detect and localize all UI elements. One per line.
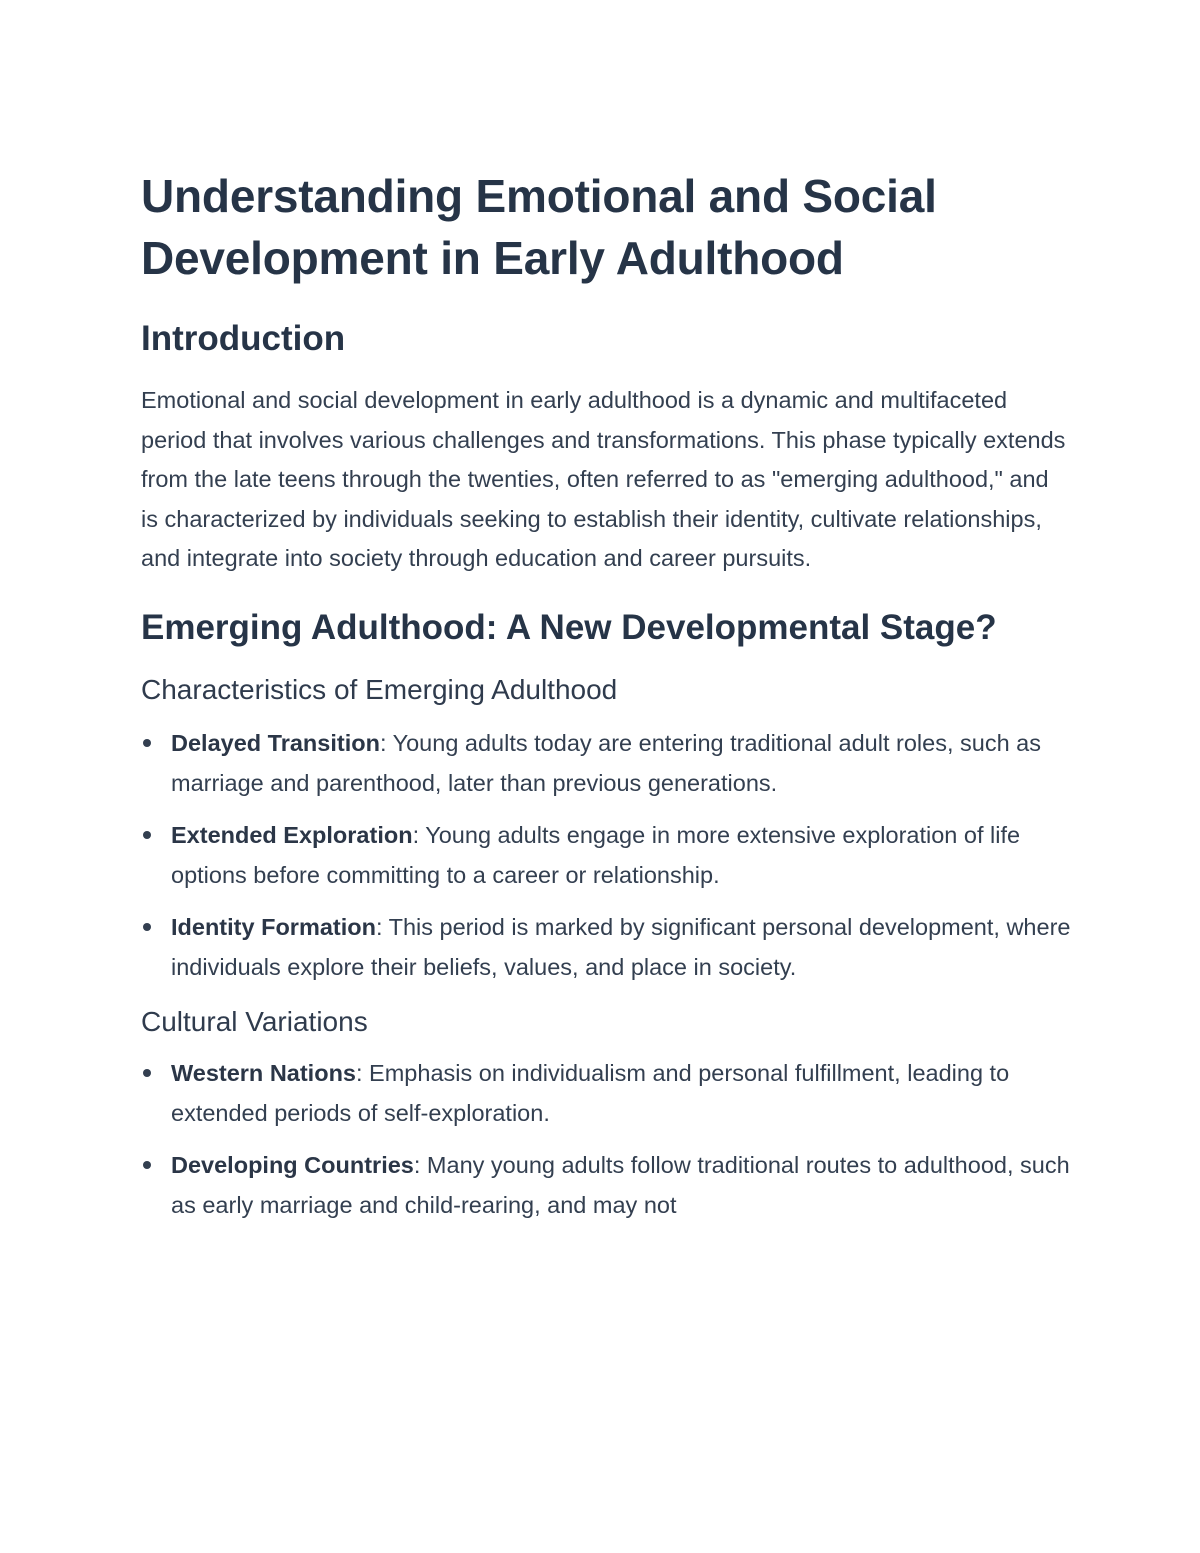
emerging-adulthood-heading: Emerging Adulthood: A New Developmental Stage? xyxy=(141,607,997,647)
cultural-variations-heading: Cultural Variations xyxy=(141,1005,368,1037)
introduction-heading: Introduction xyxy=(141,319,346,358)
list-item-text: : Young adults engage in more extensive exploration of life options before committing to a career or relationship. xyxy=(171,821,1021,888)
list-item xyxy=(141,1053,1071,1133)
list-item xyxy=(141,907,1071,987)
characteristics-list xyxy=(141,723,1071,987)
document-title: Understanding Emotional and Social Development in Early Adulthood xyxy=(141,170,937,284)
list-item-term: Developing Countries xyxy=(171,1151,414,1178)
bullet-icon xyxy=(143,1161,151,1169)
list-item-term: Delayed Transition xyxy=(171,729,380,756)
bullet-icon xyxy=(143,831,151,839)
list-item xyxy=(141,1145,1071,1225)
list-item-text: : Emphasis on individualism and personal fulfillment, leading to extended periods of self-exploration. xyxy=(171,1059,1010,1126)
list-item-text: : Young adults today are entering traditional adult roles, such as marriage and parenthood, later than previous generations. xyxy=(171,729,1042,796)
list-item xyxy=(141,723,1071,803)
list-item-text: : Many young adults follow traditional routes to adulthood, such as early marriage and child-rearing, and may not xyxy=(171,1151,1070,1218)
cultural-variations-list xyxy=(141,1053,1071,1225)
list-item-term: Extended Exploration xyxy=(171,821,413,848)
bullet-icon xyxy=(143,739,151,747)
bullet-icon xyxy=(143,923,151,931)
document-page xyxy=(141,165,1071,1237)
list-item-text: : This period is marked by significant personal development, where individuals explore their beliefs, values, and place in society. xyxy=(171,913,1071,980)
list-item-term: Identity Formation xyxy=(171,913,376,940)
list-item xyxy=(141,815,1071,895)
characteristics-heading: Characteristics of Emerging Adulthood xyxy=(141,673,618,705)
bullet-icon xyxy=(143,1069,151,1077)
list-item-term: Western Nations xyxy=(171,1059,356,1086)
introduction-paragraph: Emotional and social development in early adulthood is a dynamic and multifaceted period that involves various challenges and transformations. This phase typically extends from the late teens through the twenties, often referred to as "emerging adulthood," and is characterized by individuals seeking to establish their identity, cultivate relationships, and integrate into society through education and career pursuits. xyxy=(141,387,1066,572)
